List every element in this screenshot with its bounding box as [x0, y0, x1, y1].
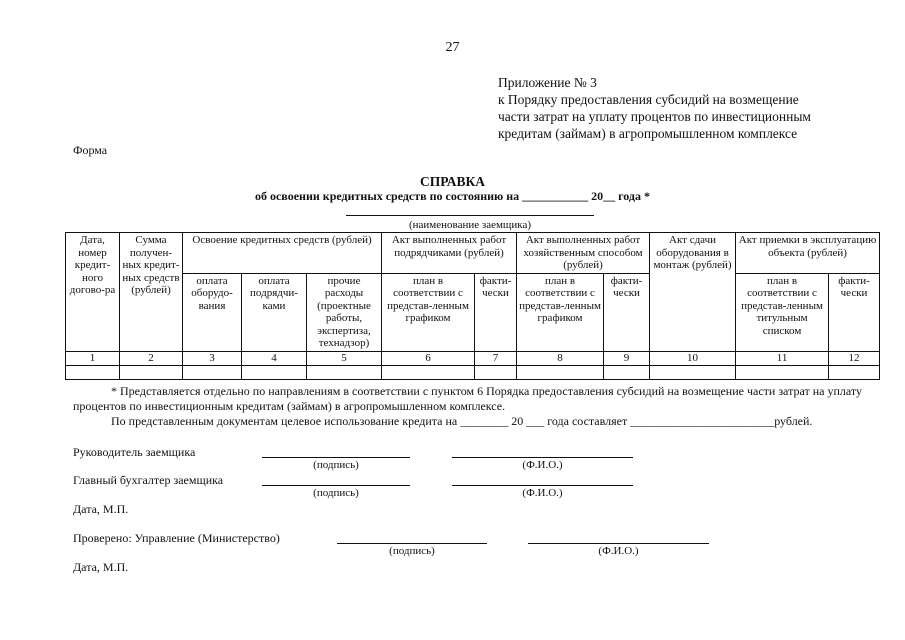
page-number: 27: [445, 40, 460, 55]
table-cell: [120, 365, 183, 379]
name-caption: (Ф.И.О.): [522, 459, 563, 471]
column-number: 2: [120, 351, 183, 365]
credit-funds-table: [65, 232, 880, 380]
column-number: 11: [736, 351, 829, 365]
form-label: Форма: [73, 143, 108, 157]
column-number: 12: [829, 351, 880, 365]
signature-caption: (подпись): [389, 545, 435, 557]
subheader-other: прочие расходы (проектные работы, экспертиза, технадзор): [307, 273, 382, 351]
subheader-plan-title-list: план в соответствии с представ-ленным титульным списком: [736, 273, 829, 351]
subheader-equipment: оплата оборудо-вания: [183, 273, 242, 351]
table-cell: [517, 365, 604, 379]
header-act-installation: Акт сдачи оборудования в монтаж (рублей): [650, 233, 736, 352]
name-line: [452, 485, 633, 486]
appendix-header: [498, 74, 811, 142]
table-cell: [242, 365, 307, 379]
name-caption: (Ф.И.О.): [598, 545, 639, 557]
column-number: 1: [66, 351, 120, 365]
target-use-statement: По представленным документам целевое использование кредита на ________ 20 ___ года составляет ________________________рублей.: [111, 414, 813, 428]
subheader-actual: факти-чески: [829, 273, 880, 351]
column-number: 8: [517, 351, 604, 365]
signature-line: [337, 543, 487, 544]
header-mastering: Освоение кредитных средств (рублей): [183, 233, 382, 274]
appendix-text-line: к Порядку предоставления субсидий на возмещение: [498, 92, 799, 107]
chief-accountant-label: Главный бухгалтер заемщика: [73, 473, 224, 487]
footnote-text: * Представляется отдельно по направлениям в соответствии с пунктом 6 Порядка предоставления субсидий на возмещение части затрат на уплату процентов по инвестиционным кредитам (займам) в агропромышленном комплексе.: [73, 384, 862, 413]
name-line: [528, 543, 709, 544]
table-cell: [66, 365, 120, 379]
header-sum: Сумма получен-ных кредит-ных средств (рублей): [120, 233, 183, 352]
column-number-row: [66, 351, 880, 365]
document-title: СПРАВКА: [419, 174, 486, 189]
table-cell: [307, 365, 382, 379]
borrower-name-line: [346, 215, 594, 216]
subheader-actual: факти-чески: [475, 273, 517, 351]
column-number: 9: [604, 351, 650, 365]
column-number: 5: [307, 351, 382, 365]
column-number: 10: [650, 351, 736, 365]
table-cell: [604, 365, 650, 379]
header-act-own-method: Акт выполненных работ хозяйственным способом (рублей): [517, 233, 650, 274]
signature-line: [262, 457, 410, 458]
signature-line: [262, 485, 410, 486]
appendix-text-line: кредитам (займам) в агропромышленном комплексе: [498, 126, 798, 141]
table-row: [66, 365, 880, 379]
table-header-row: [66, 233, 880, 274]
table-cell: [183, 365, 242, 379]
signature-caption: (подпись): [313, 487, 359, 499]
subheader-actual: факти-чески: [604, 273, 650, 351]
column-number: 7: [475, 351, 517, 365]
subheader-plan: план в соответствии с представ-ленным графиком: [517, 273, 604, 351]
document-subtitle: об освоении кредитных средств по состоянию на ___________ 20__ года *: [254, 189, 650, 203]
table-cell: [829, 365, 880, 379]
signature-caption: (подпись): [313, 459, 359, 471]
column-number: 6: [382, 351, 475, 365]
column-number: 4: [242, 351, 307, 365]
appendix-text-line: части затрат на уплату процентов по инвестиционным: [498, 109, 811, 124]
name-caption: (Ф.И.О.): [522, 487, 563, 499]
table-cell: [382, 365, 475, 379]
date-stamp-label: Дата, М.П.: [73, 560, 129, 574]
head-of-borrower-label: Руководитель заемщика: [73, 445, 196, 459]
table-cell: [736, 365, 829, 379]
subheader-contractors: оплата подрядчи-ками: [242, 273, 307, 351]
header-date: Дата, номер кредит-ного догово-ра: [66, 233, 120, 352]
table-cell: [650, 365, 736, 379]
column-number: 3: [183, 351, 242, 365]
date-stamp-label: Дата, М.П.: [73, 502, 129, 516]
header-act-contractors: Акт выполненных работ подрядчиками (рублей): [382, 233, 517, 274]
name-line: [452, 457, 633, 458]
checked-by-label: Проверено: Управление (Министерство): [73, 531, 280, 545]
footnote: [73, 384, 881, 429]
table-cell: [475, 365, 517, 379]
table-subheader-row: [66, 273, 880, 351]
subheader-plan: план в соответствии с представ-ленным графиком: [382, 273, 475, 351]
borrower-caption: (наименование заемщика): [408, 219, 532, 231]
header-act-acceptance: Акт приемки в эксплуатацию объекта (рублей): [736, 233, 880, 274]
appendix-number: Приложение № 3: [498, 75, 597, 90]
